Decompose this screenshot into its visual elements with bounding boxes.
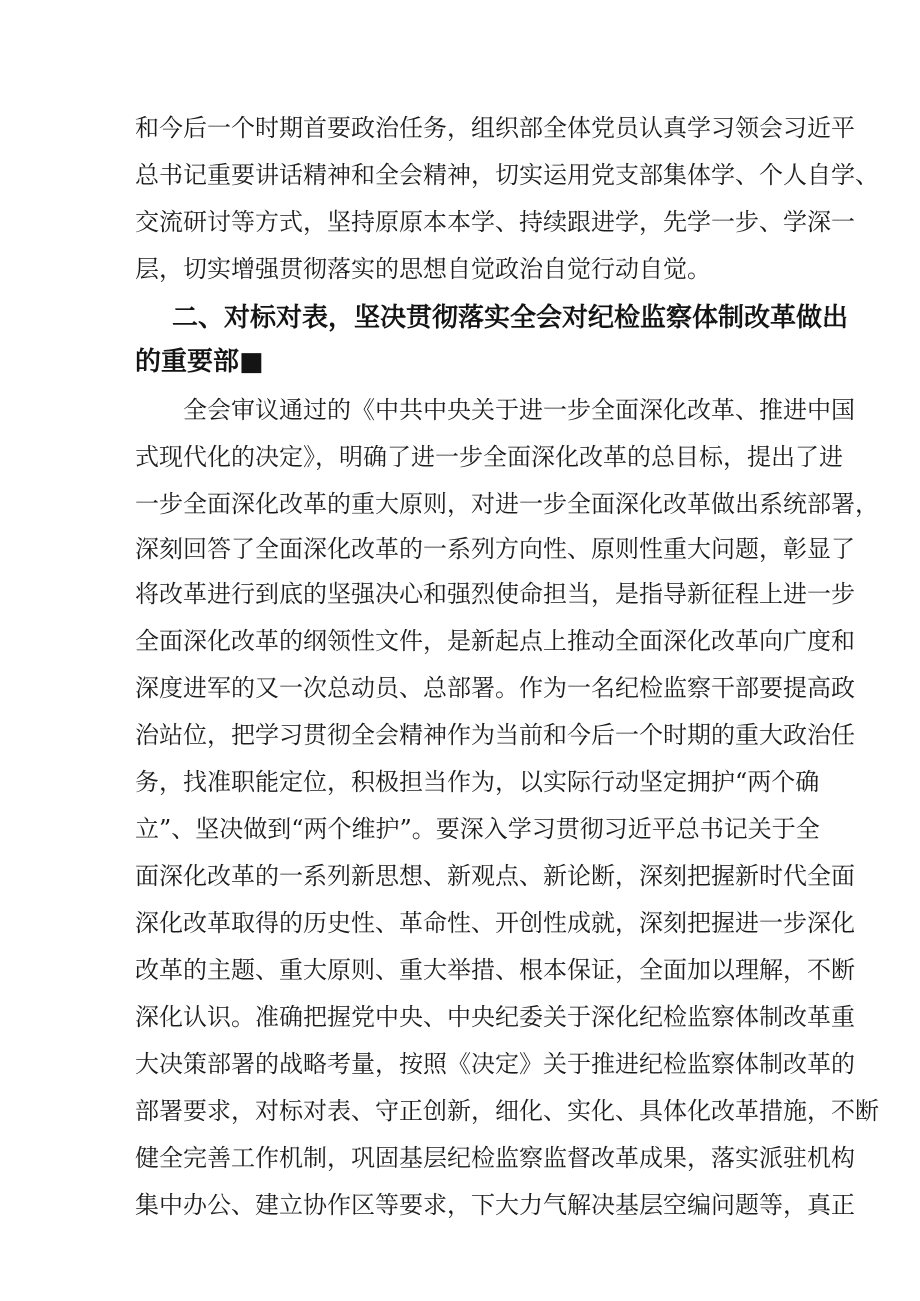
text-line: 部署要求，对标对表、守正创新，细化、实化、具体化改革措施，不断 <box>135 1097 879 1125</box>
text-line: 和今后一个时期首要政治任务，组织部全体党员认真学习领会习近平 <box>135 114 855 142</box>
text-line: 式现代化的决定》，明确了进一步全面深化改革的总目标，提出了进 <box>135 443 843 471</box>
text-line: 深化认识。准确把握党中央、中央纪委关于深化纪检监察体制改革重 <box>135 1003 855 1031</box>
text-line: 一步全面深化改革的重大原则，对进一步全面深化改革做出系统部署， <box>135 490 879 518</box>
text-line: 层，切实增强贯彻落实的思想自觉政治自觉行动自觉。 <box>135 255 711 283</box>
text-line: 深化改革取得的历史性、革命性、开创性成就，深刻把握进一步深化 <box>135 909 855 937</box>
text-line: 集中办公、建立协作区等要求，下大力气解决基层空编问题等，真正 <box>135 1191 855 1219</box>
text-line: 深刻回答了全面深化改革的一系列方向性、原则性重大问题，彰显了 <box>135 535 855 563</box>
text-line: 交流研讨等方式，坚持原原本本学、持续跟进学，先学一步、学深一 <box>135 208 855 236</box>
text-line: 将改革进行到底的坚强决心和强烈使命担当，是指导新征程上进一步 <box>135 580 855 608</box>
text-line: 健全完善工作机制，巩固基层纪检监察监督改革成果，落实派驻机构 <box>135 1144 855 1172</box>
text-line: 治站位，把学习贯彻全会精神作为当前和今后一个时期的重大政治任 <box>135 721 855 749</box>
heading-line: 的重要部■ <box>135 347 264 377</box>
text-line: 改革的主题、重大原则、重大举措、根本保证，全面加以理解，不断 <box>135 956 855 984</box>
text-line: 全会审议通过的《中共中央关于进一步全面深化改革、推进中国 <box>183 396 855 424</box>
text-line: 立”、坚决做到“两个维护”。要深入学习贯彻习近平总书记关于全 <box>135 815 820 843</box>
text-line: 总书记重要讲话精神和全会精神，切实运用党支部集体学、个人自学、 <box>135 161 879 189</box>
text-line: 全面深化改革的纲领性文件，是新起点上推动全面深化改革向广度和 <box>135 627 855 655</box>
text-line: 务，找准职能定位，积极担当作为，以实际行动坚定拥护“两个确 <box>135 768 820 796</box>
text-line: 面深化改革的一系列新思想、新观点、新论断，深刻把握新时代全面 <box>135 862 855 890</box>
text-line: 深度进军的又一次总动员、总部署。作为一名纪检监察干部要提高政 <box>135 674 855 702</box>
text-line: 大决策部署的战略考量，按照《决定》关于推进纪检监察体制改革的 <box>135 1050 855 1078</box>
heading-line: 二、对标对表，坚决贯彻落实全会对纪检监察体制改革做出 <box>172 303 849 333</box>
